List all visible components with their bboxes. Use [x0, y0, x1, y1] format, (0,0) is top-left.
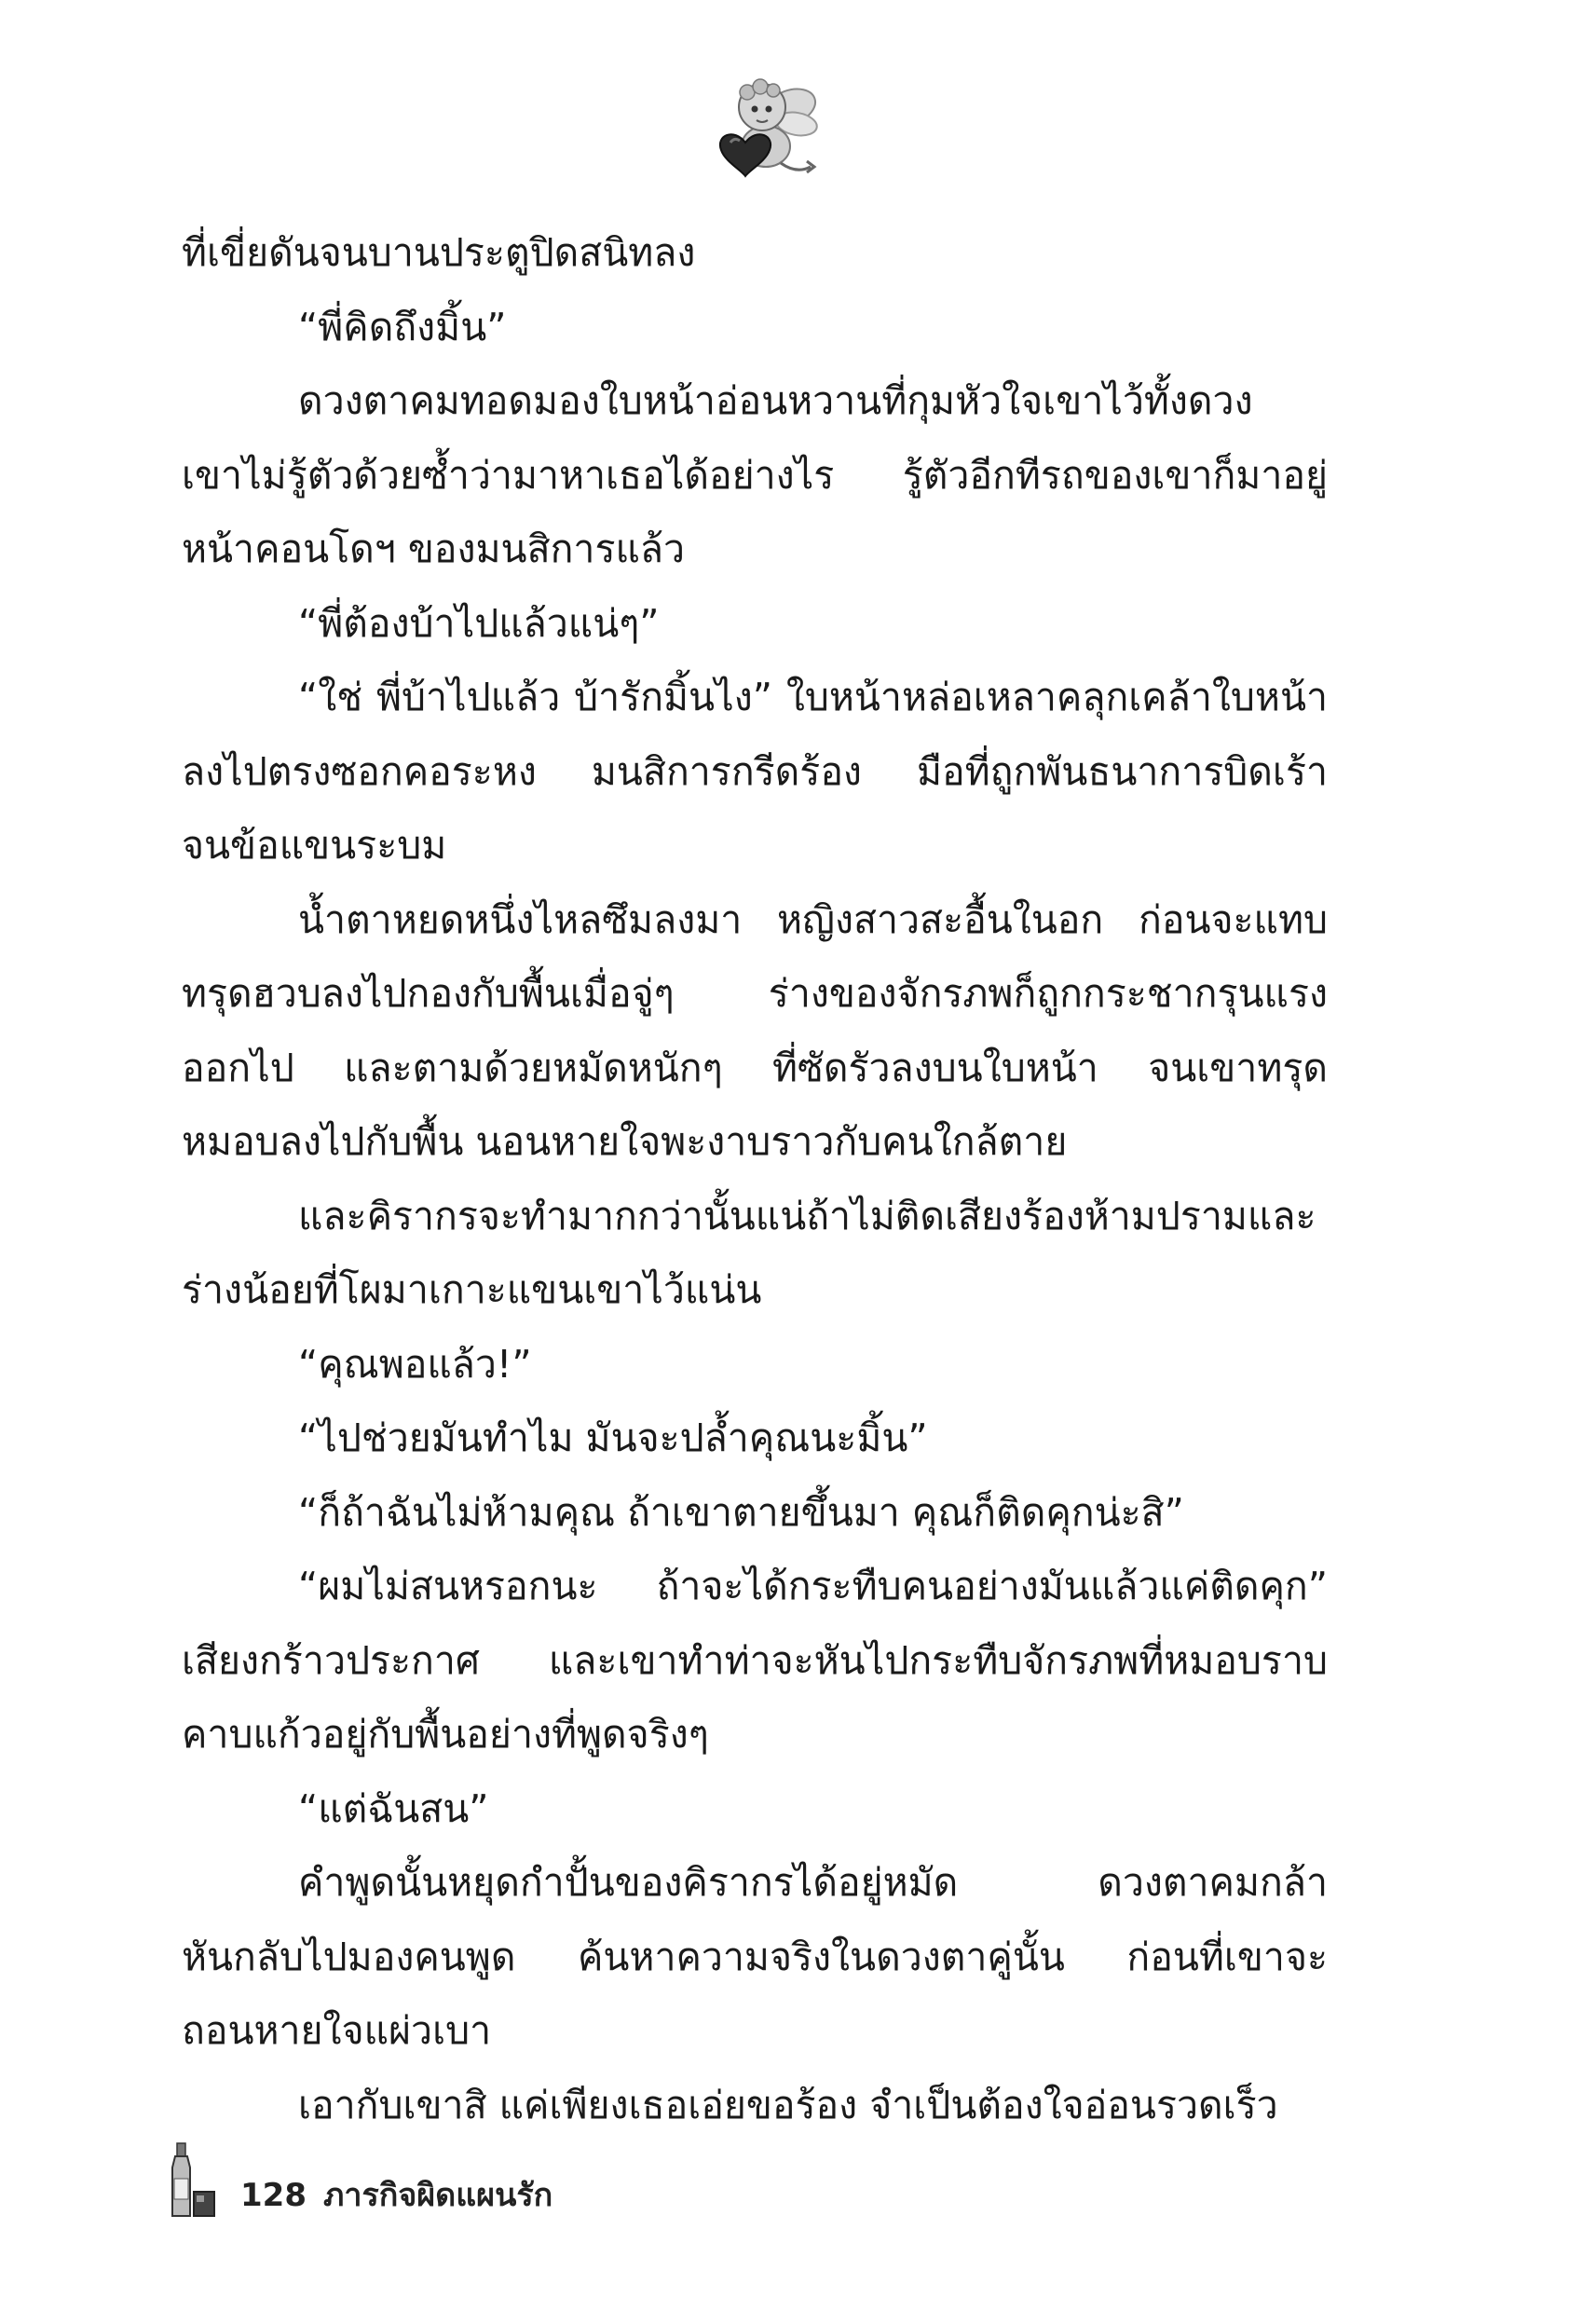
text-line: หันกลับไปมองคนพูด ค้นหาความจริงในดวงตาคู่นั้น ก่อนที่เขาจะ [182, 1934, 1328, 1979]
text-line: ร่างน้อยที่โผมาเกาะแขนเขาไว้แน่น [182, 1267, 762, 1312]
text-line: หมอบลงไปกับพื้น นอนหายใจพะงาบราวกับคนใกล้ตาย [182, 1119, 1068, 1164]
cupid-with-heart-icon [708, 70, 825, 186]
text-line: ดวงตาคมทอดมองใบหน้าอ่อนหวานที่กุมหัวใจเขาไว้ทั้งดวง [298, 378, 1253, 423]
text-line: ลงไปตรงซอกคอระหง มนสิการกรีดร้อง มือที่ถูกพันธนาการบิดเร้า [182, 748, 1328, 794]
text-line: หน้าคอนโดฯ ของมนสิการแล้ว [182, 526, 686, 571]
text-line: เขาไม่รู้ตัวด้วยซ้ำว่ามาหาเธอได้อย่างไร รู้ตัวอีกทีรถของเขาก็มาอยู่ [182, 452, 1328, 498]
text-line: และคิรากรจะทำมากกว่านั้นแน่ถ้าไม่ติดเสียงร้องห้ามปรามและ [298, 1193, 1316, 1238]
chapter-text [182, 216, 1328, 2142]
text-line: ออกไป และตามด้วยหมัดหนักๆ ที่ซัดรัวลงบนใบหน้า จนเขาทรุด [182, 1045, 1328, 1090]
page-footer [168, 2143, 552, 2218]
text-line: จนข้อแขนระบม [182, 823, 447, 868]
text-line: “พี่ต้องบ้าไปแล้วแน่ๆ” [298, 600, 660, 646]
text-line: “ใช่ พี่บ้าไปแล้ว บ้ารักมิ้นไง” ใบหน้าหล่อเหลาคลุกเคล้าใบหน้า [298, 675, 1328, 719]
text-line: ถอนหายใจแผ่วเบา [182, 2008, 492, 2053]
text-line: “คุณพอแล้ว!” [298, 1341, 532, 1387]
text-line: น้ำตาหยดหนึ่งไหลซึมลงมา หญิงสาวสะอื้นในอก ก่อนจะแทบ [298, 896, 1328, 942]
text-line: เสียงกร้าวประกาศ และเขาทำท่าจะหันไปกระทืบจักรภพที่หมอบราบ [182, 1637, 1328, 1683]
text-line: “พี่คิดถึงมิ้น” [298, 304, 507, 349]
text-line: เอากับเขาสิ แค่เพียงเธอเอ่ยขอร้อง จำเป็นต้องใจอ่อนรวดเร็ว [298, 2082, 1278, 2127]
bottle-and-glass-icon [168, 2141, 222, 2218]
text-line: “ก็ถ้าฉันไม่ห้ามคุณ ถ้าเขาตายขึ้นมา คุณก็ติดคุกน่ะสิ” [298, 1489, 1184, 1535]
page-number: 128 [240, 2177, 307, 2214]
text-line: ที่เขี่ยดันจนบานประตูปิดสนิทลง [182, 230, 696, 275]
text-line: “ผมไม่สนหรอกนะ ถ้าจะได้กระทืบคนอย่างมันแล้วแค่ติดคุก” [298, 1564, 1328, 1608]
text-line: ทรุดฮวบลงไปกองกับพื้นเมื่อจู่ๆ ร่างของจักรภพก็ถูกกระชากรุนแรง [182, 971, 1328, 1016]
text-line: “ไปช่วยมันทำไม มันจะปล้ำคุณนะมิ้น” [298, 1415, 928, 1460]
text-line: “แต่ฉันสน” [298, 1785, 489, 1831]
text-line: คาบแก้วอยู่กับพื้นอย่างที่พูดจริงๆ [182, 1712, 709, 1757]
text-line: คำพูดนั้นหยุดกำปั้นของคิรากรได้อยู่หมัด ดวงตาคมกล้า [298, 1860, 1328, 1905]
book-title: ภารกิจผิดแผนรัก [322, 2177, 553, 2214]
footer-label [240, 2177, 552, 2218]
